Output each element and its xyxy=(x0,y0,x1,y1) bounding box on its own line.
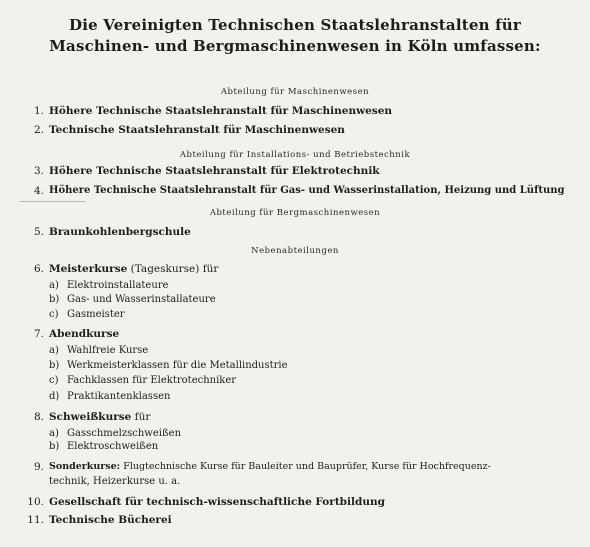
sub-text: Elektroschweißen xyxy=(67,441,159,452)
sub-letter: c) xyxy=(49,309,59,320)
sub-letter: b) xyxy=(49,294,60,305)
item-number: 1. xyxy=(33,105,44,117)
sub-item xyxy=(49,345,148,356)
item-label: Technische Staatslehranstalt für Maschinenwesen xyxy=(49,124,345,136)
item-number: 10. xyxy=(27,496,44,508)
title-line-1: Die Vereinigten Technischen Staatslehranstalten für xyxy=(69,16,521,34)
item-label: Höhere Technische Staatslehranstalt für Gas- und Wasserinstallation, Heizung und Lüftung xyxy=(49,185,565,196)
sub-letter: a) xyxy=(49,280,59,291)
item-label: Braunkohlenbergschule xyxy=(49,226,191,238)
sub-letter: a) xyxy=(49,428,59,439)
item-label: Gesellschaft für technisch-wissenschaftliche Fortbildung xyxy=(49,496,385,508)
item-suffix: für xyxy=(131,411,151,423)
item-suffix: (Tageskurse) für xyxy=(127,263,219,275)
item-line xyxy=(49,411,150,423)
sub-letter: c) xyxy=(49,375,59,386)
item-number: 3. xyxy=(33,165,44,177)
section-maschinenwesen: Abteilung für Maschinenwesen xyxy=(220,87,370,97)
item-number: 5. xyxy=(33,226,44,238)
item-label: Meisterkurse xyxy=(49,263,128,275)
item-label: Höhere Technische Staatslehranstalt für Maschinenwesen xyxy=(49,105,393,117)
item-label: Abendkurse xyxy=(49,328,120,340)
item-number: 7. xyxy=(33,328,44,340)
sub-letter: b) xyxy=(49,441,60,452)
section-bergmaschinen: Abteilung für Bergmaschinenwesen xyxy=(209,208,381,218)
item-suffix: Flugtechnische Kurse für Bauleiter und Bauprüfer, Kurse für Hochfrequenz- xyxy=(120,461,491,472)
sub-text: Werkmeisterklassen für die Metallindustrie xyxy=(67,360,288,371)
sub-letter: d) xyxy=(49,391,60,402)
sub-text: Gasschmelzschweißen xyxy=(67,428,182,439)
item-continuation: technik, Heizerkurse u. a. xyxy=(49,476,181,487)
section-installation: Abteilung für Installations- und Betriebstechnik xyxy=(179,150,411,160)
section-neben: Nebenabteilungen xyxy=(251,246,339,256)
item-number: 9. xyxy=(33,461,44,473)
item-number: 6. xyxy=(33,263,44,275)
item-number: 2. xyxy=(33,124,44,136)
sub-item xyxy=(49,294,216,305)
item-label: Schweißkurse xyxy=(49,411,132,423)
sub-text: Elektroinstallateure xyxy=(67,280,169,291)
item-label: Technische Bücherei xyxy=(49,514,172,526)
item-line xyxy=(49,263,218,275)
sub-text: Wahlfreie Kurse xyxy=(67,345,149,356)
divider-line xyxy=(20,201,85,202)
sub-text: Gasmeister xyxy=(67,309,125,320)
item-label: Höhere Technische Staatslehranstalt für Elektrotechnik xyxy=(49,165,380,177)
sub-text: Praktikantenklassen xyxy=(67,391,171,402)
title-line-2: Maschinen- und Bergmaschinenwesen in Köln umfassen: xyxy=(49,37,541,55)
sub-item xyxy=(49,309,125,320)
sub-text: Fachklassen für Elektrotechniker xyxy=(67,375,237,386)
sub-text: Gas- und Wasserinstallateure xyxy=(67,294,216,305)
sub-item xyxy=(49,375,236,386)
item-line xyxy=(49,461,491,472)
item-number: 11. xyxy=(27,514,44,526)
sub-item xyxy=(49,280,168,291)
item-number: 8. xyxy=(33,411,44,423)
sub-letter: a) xyxy=(49,345,59,356)
sub-item xyxy=(49,441,158,452)
item-label: Sonderkurse: xyxy=(49,461,121,472)
sub-item xyxy=(49,428,181,439)
sub-letter: b) xyxy=(49,360,60,371)
sub-item xyxy=(49,391,170,402)
sub-item xyxy=(49,360,288,371)
item-number: 4. xyxy=(33,185,44,197)
